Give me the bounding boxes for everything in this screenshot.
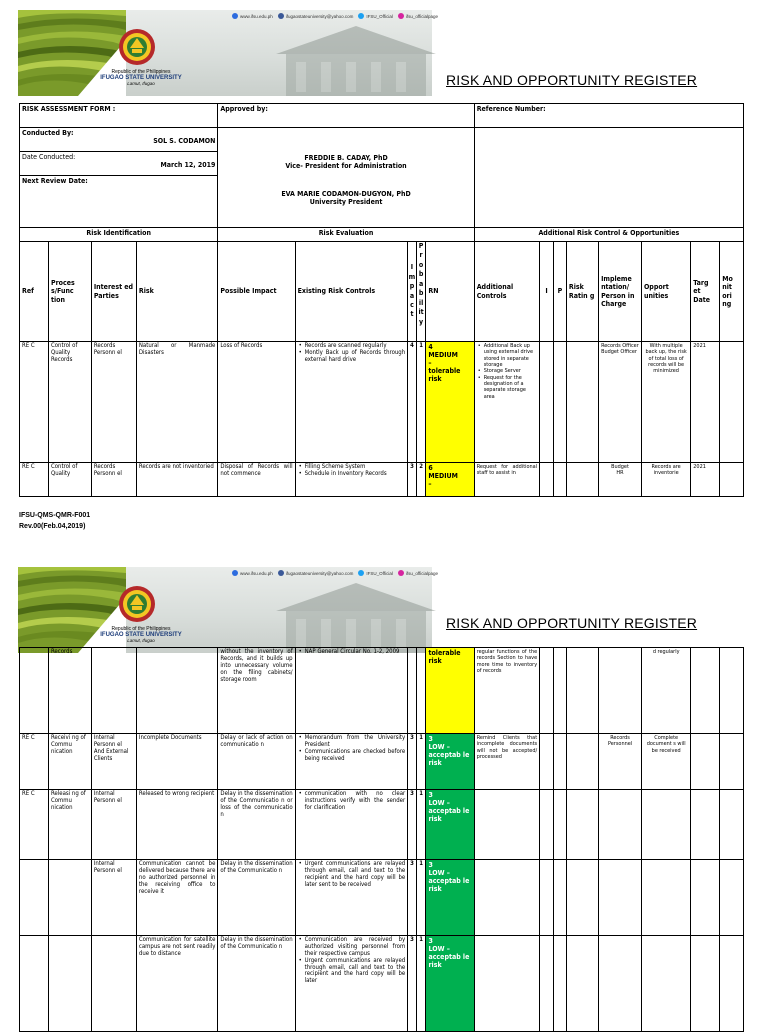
col-opportunities: Opport unities: [641, 242, 690, 342]
p2r1-parties: [91, 648, 136, 734]
instagram-handle: ifsu_officialpage: [405, 570, 439, 576]
website-text: www.ifsu.edu.ph: [240, 13, 273, 19]
p2r4-probability-score: 1: [416, 860, 426, 936]
risk-identification-header: Risk Identification: [20, 228, 218, 242]
col-target-date: Targ et Date: [691, 242, 720, 342]
p2r1-ref: [20, 648, 49, 734]
p2r4-parties: Internal Personn el: [91, 860, 136, 936]
row1-rn-level: MEDIUM: [428, 351, 458, 360]
risk-assessment-form-label: RISK ASSESSMENT FORM :: [20, 104, 218, 128]
conducted-by-label: Conducted By:: [22, 129, 74, 137]
p2r3-rn-desc: acceptab le risk: [428, 807, 470, 824]
row1-impact: Loss of Records: [218, 342, 295, 463]
col-possible-impact: Possible Impact: [218, 242, 295, 342]
p2r2-rn-desc: acceptab le risk: [428, 751, 470, 768]
p2r5-monitoring: [720, 936, 744, 1032]
row1-rn: [426, 342, 474, 463]
risk-evaluation-header: Risk Evaluation: [218, 228, 474, 242]
email-text: ifugaostateuniversity@yahoo.com: [285, 570, 354, 576]
university-banner: [18, 567, 439, 653]
next-review-date-label: Next Review Date:: [20, 176, 218, 228]
p2r1-opportunity: d regularly: [642, 648, 691, 734]
p2r5-rn-number: 3: [428, 937, 433, 945]
p2r5-probability-score: 1: [416, 936, 426, 1032]
globe-icon: [232, 570, 238, 576]
approver1-name: FREDDIE B. CADAY, PhD: [304, 154, 388, 162]
row2-controls: [295, 463, 408, 497]
row2-risk-rating: [566, 463, 598, 497]
col-impact-vertical: I m p a c t: [408, 242, 417, 342]
table-row: [20, 734, 744, 790]
p2r4-rn-number: 3: [428, 861, 433, 869]
p2r3-opportunity: [642, 790, 691, 860]
university-location: Lamut, Ifugao: [127, 637, 155, 643]
p2r1-process: Records: [48, 648, 91, 734]
p2r3-implementation: [599, 790, 642, 860]
approved-by-label: Approved by:: [218, 104, 474, 128]
row2-parties: Records Personn el: [91, 463, 136, 497]
p2r5-impact-score: 3: [408, 936, 417, 1032]
instagram-handle: ifsu_officialpage: [405, 13, 439, 19]
risk-register-table: [19, 103, 744, 497]
p2r2-implementation: Records Personnel: [599, 734, 642, 790]
register-title: RISK AND OPPORTUNITY REGISTER: [446, 615, 698, 631]
p2r4-impact: Delay in the dissemination of the Communicatio n: [218, 860, 295, 936]
p2r2-control-2: • Communications are checked before being received: [298, 749, 406, 763]
facebook-icon: [278, 13, 284, 19]
row1-additional-controls: [474, 342, 539, 463]
p2r2-probability-score: 1: [416, 734, 426, 790]
row2-impact-score: 3: [408, 463, 417, 497]
p2r5-implementation: [599, 936, 642, 1032]
revision-text: Rev.00(Feb.04,2019): [19, 522, 86, 530]
date-conducted-label: Date Conducted:: [22, 153, 76, 161]
p2r3-rn-number: 3: [428, 791, 433, 799]
p2r2-risk-rating: [566, 734, 598, 790]
p2r3-risk: Released to wrong recipient: [136, 790, 218, 860]
p2r4-rn-dash: –: [446, 869, 450, 878]
col-p: P: [554, 242, 567, 342]
p2r2-rn-level: LOW: [428, 743, 445, 752]
row2-implementation: [599, 463, 642, 497]
risk-register-table-continued: [19, 647, 744, 1032]
approver1-title: Vice- President for Administration: [285, 162, 407, 171]
row1-rn-dash: –: [428, 359, 432, 368]
instagram-icon: [398, 13, 404, 19]
p2r3-control-1: • communication with no clear instructions verify with the sender for clarification: [298, 791, 406, 812]
row1-parties: Records Personn el: [91, 342, 136, 463]
register-title: RISK AND OPPORTUNITY REGISTER: [446, 72, 698, 88]
p2r1-i2: [540, 648, 554, 734]
website-text: www.ifsu.edu.ph: [240, 570, 273, 576]
p2r4-rn: [426, 860, 474, 936]
p2r3-controls: [295, 790, 408, 860]
p2r1-risk: [136, 648, 218, 734]
university-name: IFUGAO STATE UNIVERSITY: [100, 75, 182, 82]
table-row: [20, 463, 744, 497]
p2r3-ref: RE C: [20, 790, 49, 860]
row2-control-1: • Filling Scheme System: [298, 464, 406, 471]
p2r5-risk: Communication for satellite campus are not sent readily due to distance: [136, 936, 218, 1032]
p2r3-process: Releasi ng of Commu nication: [48, 790, 91, 860]
university-seal-icon: [118, 28, 156, 66]
p2r2-process: Receivi ng of Commu nication: [48, 734, 91, 790]
p2r4-risk: Communication cannot be delivered because there are no authorized personnel in the receiving office to receive it: [136, 860, 218, 936]
p2r4-implementation: [599, 860, 642, 936]
university-location: Lamut, Ifugao: [127, 80, 155, 86]
p2r4-target: [691, 860, 720, 936]
p2r1-p: [416, 648, 426, 734]
row2-probability-score: 2: [416, 463, 426, 497]
p2r3-risk-rating: [566, 790, 598, 860]
p2r1-risk-rating: [566, 648, 598, 734]
p2r2-i2: [540, 734, 554, 790]
p2r2-impact: Delay or lack of action on communicatio n: [218, 734, 295, 790]
col-interested-parties: Interest ed Parties: [91, 242, 136, 342]
row1-additional-2: • Storage Server: [477, 368, 537, 374]
p2r1-p2: [554, 648, 567, 734]
col-existing-controls: Existing Risk Controls: [295, 242, 408, 342]
row2-process: Control of Quality: [48, 463, 91, 497]
p2r4-monitoring: [720, 860, 744, 936]
p2r4-process: [48, 860, 91, 936]
p2r1-impact: without the inventory of Records, and it builds up into unnecessary volume on the filing cabinets/ storage room: [218, 648, 295, 734]
table-row: [20, 648, 744, 734]
p2r3-monitoring: [720, 790, 744, 860]
approver2-name: EVA MARIE CODAMON-DUGYON, PhD: [281, 190, 411, 199]
date-conducted-value: March 12, 2019: [160, 161, 216, 170]
p2r2-additional-controls: Remind Clients that incomplete documents will not be accepted/ processed: [474, 734, 539, 790]
col-risk: Risk: [136, 242, 218, 342]
approver2-title: University President: [309, 198, 383, 207]
p2r5-additional-controls: [474, 936, 539, 1032]
p2r3-parties: Internal Personn el: [91, 790, 136, 860]
p2r3-rn-level: LOW: [428, 799, 445, 808]
university-name-block: [86, 627, 196, 643]
instagram-icon: [398, 570, 404, 576]
p2r2-risk: Incomplete Documents: [136, 734, 218, 790]
p2r5-parties: [91, 936, 136, 1032]
row1-rn-desc: tolerable risk: [428, 367, 461, 384]
p2r1-controls: [295, 648, 408, 734]
row2-rn-number: 6: [428, 464, 433, 472]
row2-control-2: • Schedule in Inventory Records: [298, 471, 406, 478]
p2r3-additional-controls: [474, 790, 539, 860]
republic-text: Republic of the Philippines: [111, 69, 171, 75]
row2-rn-dash: –: [428, 480, 432, 489]
p2r2-parties: Internal Personn el And External Clients: [91, 734, 136, 790]
p2r1-control-1: • NAP General Circular No. 1-2, 2009: [298, 649, 406, 656]
p2r4-risk-rating: [566, 860, 598, 936]
table-row: [20, 790, 744, 860]
p2r2-p2: [554, 734, 567, 790]
p2r3-probability-score: 1: [416, 790, 426, 860]
p2r3-impact-score: 3: [408, 790, 417, 860]
p2r5-controls: [295, 936, 408, 1032]
col-ref: Ref: [20, 242, 49, 342]
row1-impact-score: 4: [408, 342, 417, 463]
p2r3-impact: Delay in the dissemination of the Communicatio n or loss of the communicatio n: [218, 790, 295, 860]
p2r4-controls: [295, 860, 408, 936]
p2r5-ref: [20, 936, 49, 1032]
document-footer: [19, 511, 90, 532]
p2r1-rn: tolerable risk: [426, 648, 474, 734]
p2r5-impact: Delay in the dissemination of the Communicatio n: [218, 936, 295, 1032]
col-i: I: [540, 242, 554, 342]
p2r1-i: [408, 648, 417, 734]
building-watermark: [276, 579, 436, 653]
col-monitoring: Mo nit ori ng: [720, 242, 744, 342]
p2r4-p2: [554, 860, 567, 936]
p2r5-rn-desc: acceptab le risk: [428, 953, 470, 970]
conducted-by-value: SOL S. CODAMON: [153, 137, 216, 146]
p2r2-target: [691, 734, 720, 790]
p2r2-ref: RE C: [20, 734, 49, 790]
row2-monitoring: [720, 463, 744, 497]
email-text: ifugaostateuniversity@yahoo.com: [285, 13, 354, 19]
p2r5-control-2: • Urgent communications are relayed through email, call and text to the recipient and the hard copy will be later: [298, 958, 406, 986]
p2r5-target: [691, 936, 720, 1032]
university-name: IFUGAO STATE UNIVERSITY: [100, 632, 182, 639]
row2-additional-controls: Request for additional staff to assist in: [474, 463, 539, 497]
row1-risk: Natural or Manmade Disasters: [136, 342, 218, 463]
row1-additional-1: • Additional Back up using external drive stored in separate storage: [477, 343, 537, 368]
row2-target-date: 2021: [691, 463, 720, 497]
row2-p2: [554, 463, 567, 497]
row1-control-1: • Records are scanned regularly: [298, 343, 406, 350]
table-row: [20, 342, 744, 463]
row1-opportunity: With multiple back up, the risk of total loss of records will be minimized: [641, 342, 690, 463]
p2r2-control-1: • Memorandum from the University President: [298, 735, 406, 749]
p2r4-additional-controls: [474, 860, 539, 936]
twitter-handle: IFSU_Official: [366, 570, 393, 576]
row2-rn: [426, 463, 474, 497]
p2r5-rn-level: LOW: [428, 945, 445, 954]
col-additional-controls: Additional Controls: [474, 242, 539, 342]
form-code: IFSU-QMS-QMR-F001: [19, 512, 91, 519]
p2r4-rn-desc: acceptab le risk: [428, 877, 470, 894]
p2r5-rn: [426, 936, 474, 1032]
row1-i2: [540, 342, 554, 463]
facebook-icon: [278, 570, 284, 576]
p2r2-rn-dash: –: [446, 743, 450, 752]
date-conducted-cell: [20, 152, 218, 176]
globe-icon: [232, 13, 238, 19]
conducted-by-cell: [20, 128, 218, 152]
row1-monitoring: [720, 342, 744, 463]
row1-impl-2: Budget Officer: [601, 349, 637, 356]
row2-impact: Disposal of Records will not commence: [218, 463, 295, 497]
p2r2-rn-number: 3: [428, 735, 433, 743]
row1-implementation: [599, 342, 642, 463]
approvers-cell: [218, 128, 474, 228]
row1-target-date: 2021: [691, 342, 720, 463]
page-2: [0, 557, 768, 1024]
row1-ref: RE C: [20, 342, 49, 463]
row1-additional-3: • Request for the designation of a separate storage area: [477, 375, 537, 400]
university-seal-icon: [118, 585, 156, 623]
row1-control-2: • Montly Back up of Records through external hard drive: [298, 350, 406, 364]
building-watermark: [276, 22, 436, 96]
col-process: Proces s/Func tion: [48, 242, 91, 342]
row1-risk-rating: [566, 342, 598, 463]
row1-p2: [554, 342, 567, 463]
table-row: [20, 860, 744, 936]
reference-number-label: Reference Number:: [474, 104, 743, 128]
p2r3-rn-dash: –: [446, 799, 450, 808]
p2r5-p2: [554, 936, 567, 1032]
p2r2-monitoring: [720, 734, 744, 790]
p2r1-target: [691, 648, 720, 734]
row2-rn-level: MEDIUM: [428, 472, 458, 481]
p2r2-controls: [295, 734, 408, 790]
col-risk-rating: Risk Ratin g: [566, 242, 598, 342]
row2-impl-1: Budget: [611, 464, 629, 470]
contact-strip: [232, 13, 438, 19]
twitter-icon: [358, 13, 364, 19]
row1-process: Control of Quality Records: [48, 342, 91, 463]
p2r2-opportunity: Complete document s will be received: [642, 734, 691, 790]
col-probability-vertical: P r o b a b il it y: [416, 242, 426, 342]
p2r2-impact-score: 3: [408, 734, 417, 790]
row2-risk: Records are not inventoried: [136, 463, 218, 497]
row2-impl-2: HR: [616, 470, 624, 477]
p2r2-rn: [426, 734, 474, 790]
p2r3-p2: [554, 790, 567, 860]
p2r4-opportunity: [642, 860, 691, 936]
row2-ref: RE C: [20, 463, 49, 497]
row1-controls: [295, 342, 408, 463]
additional-controls-header: Additional Risk Control & Opportunities: [474, 228, 743, 242]
row2-i2: [540, 463, 554, 497]
p2r4-rn-level: LOW: [428, 869, 445, 878]
twitter-icon: [358, 570, 364, 576]
p2r5-control-1: • Communication are received by authorized visiting personnel from their respective campus: [298, 937, 406, 958]
p2r3-rn: [426, 790, 474, 860]
p2r3-target: [691, 790, 720, 860]
row1-rn-number: 4: [428, 343, 433, 351]
reference-number-value: [474, 128, 743, 228]
row1-probability-score: 1: [416, 342, 426, 463]
university-banner: [18, 10, 439, 96]
col-rn: RN: [426, 242, 474, 342]
contact-strip: [232, 570, 438, 576]
twitter-handle: IFSU_Official: [366, 13, 393, 19]
p2r4-control-1: • Urgent communications are relayed through email, call and text to the recipient and the hard copy will be later sent to be received: [298, 861, 406, 889]
p2r5-risk-rating: [566, 936, 598, 1032]
university-name-block: [86, 70, 196, 86]
p2r1-implementation: [599, 648, 642, 734]
row1-impl-1: Records Officer: [601, 343, 639, 349]
row2-opportunity: Records are inventorie: [641, 463, 690, 497]
p2r5-process: [48, 936, 91, 1032]
p2r1-monitoring: [720, 648, 744, 734]
p2r4-impact-score: 3: [408, 860, 417, 936]
p2r4-i2: [540, 860, 554, 936]
col-implementation: Impleme ntation/ Person in Charge: [599, 242, 642, 342]
table-row: [20, 936, 744, 1032]
p2r4-ref: [20, 860, 49, 936]
p2r1-additional-controls: regular functions of the records Section to have more time to inventory of records: [474, 648, 539, 734]
p2r5-opportunity: [642, 936, 691, 1032]
republic-text: Republic of the Philippines: [111, 626, 171, 632]
p2r5-rn-dash: –: [446, 945, 450, 954]
p2r5-i2: [540, 936, 554, 1032]
p2r3-i2: [540, 790, 554, 860]
